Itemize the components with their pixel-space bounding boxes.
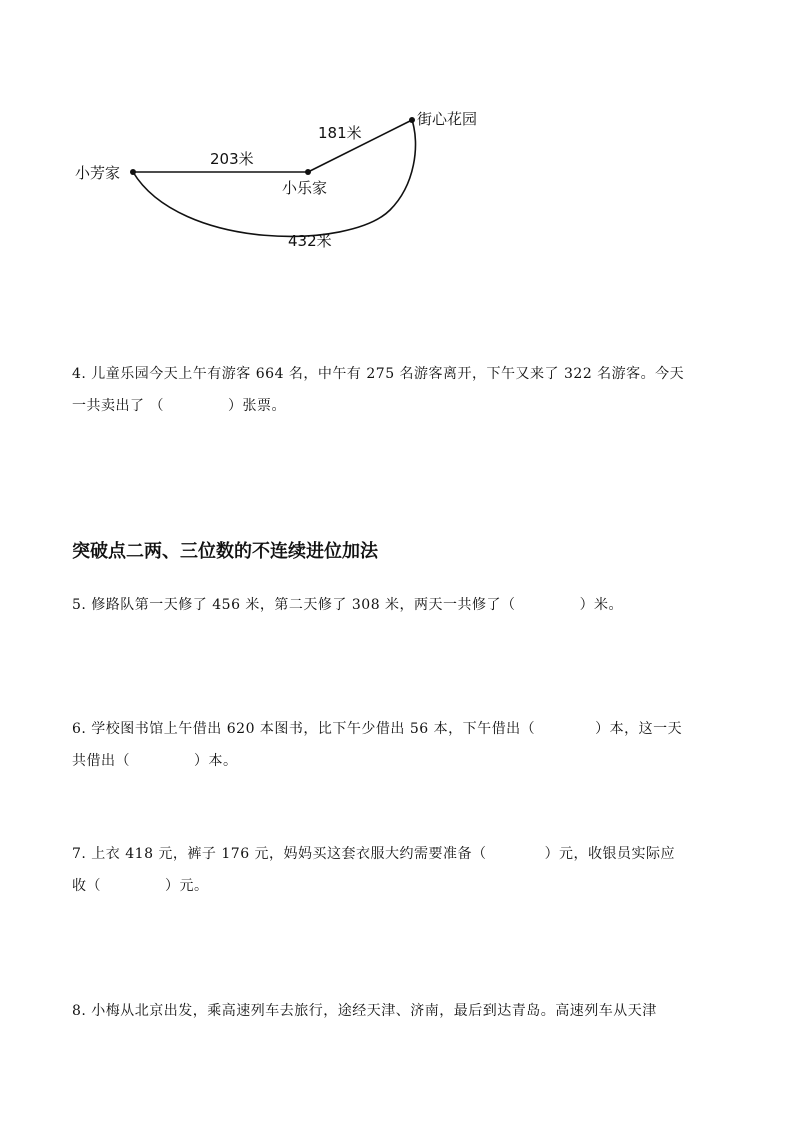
question-4-line-1: 4. 儿童乐园今天上午有游客 664 名，中午有 275 名游客离开，下午又来了 322 名游客。今天: [72, 366, 685, 382]
section-heading: 突破点二两、三位数的不连续进位加法: [72, 541, 378, 562]
question-7: [72, 838, 732, 902]
label-distance-181: 181米: [318, 124, 362, 142]
label-xiaole: 小乐家: [282, 179, 328, 197]
question-8-line-1: 8. 小梅从北京出发，乘高速列车去旅行，途经天津、济南，最后到达青岛。高速列车从天津: [72, 1003, 657, 1019]
question-6-text-b: ）本，这一天: [595, 721, 683, 737]
question-7-text-c: 收（: [72, 878, 101, 894]
question-4-text-b: ）张票。: [227, 398, 286, 414]
question-7-line-2: [72, 870, 732, 902]
question-4-line-2: [72, 390, 732, 422]
question-5-text-b: ）米。: [579, 597, 624, 613]
question-7-text-b: ）元，收银员实际应: [544, 846, 676, 862]
question-4: [72, 358, 732, 422]
question-6-text-a: 6. 学校图书馆上午借出 620 本图书，比下午少借出 56 本，下午借出（: [72, 721, 536, 737]
question-5-line-1: [72, 589, 732, 621]
label-xiaofang: 小芳家: [75, 164, 121, 182]
route-diagram: [60, 100, 520, 270]
question-6: [72, 713, 732, 777]
point-garden: [409, 117, 415, 123]
question-5: [72, 589, 732, 621]
arc-route-432: [133, 120, 416, 236]
label-distance-203: 203米: [210, 150, 254, 168]
question-6-line-2: [72, 745, 732, 777]
question-6-line-1: [72, 713, 732, 745]
point-xiaole: [305, 169, 311, 175]
point-xiaofang: [130, 169, 136, 175]
label-distance-432: 432米: [288, 232, 332, 250]
label-garden: 街心花园: [417, 110, 478, 128]
question-6-text-c: 共借出（: [72, 753, 130, 769]
question-5-text-a: 5. 修路队第一天修了 456 米，第二天修了 308 米，两天一共修了（: [72, 597, 516, 613]
question-7-text-d: ）元。: [165, 878, 209, 894]
question-4-text-a: 一共卖出了 （: [72, 398, 164, 414]
question-8: [72, 995, 732, 1027]
question-7-line-1: [72, 838, 732, 870]
question-7-text-a: 7. 上衣 418 元，裤子 176 元，妈妈买这套衣服大约需要准备（: [72, 846, 487, 862]
question-6-text-d: ）本。: [194, 753, 238, 769]
